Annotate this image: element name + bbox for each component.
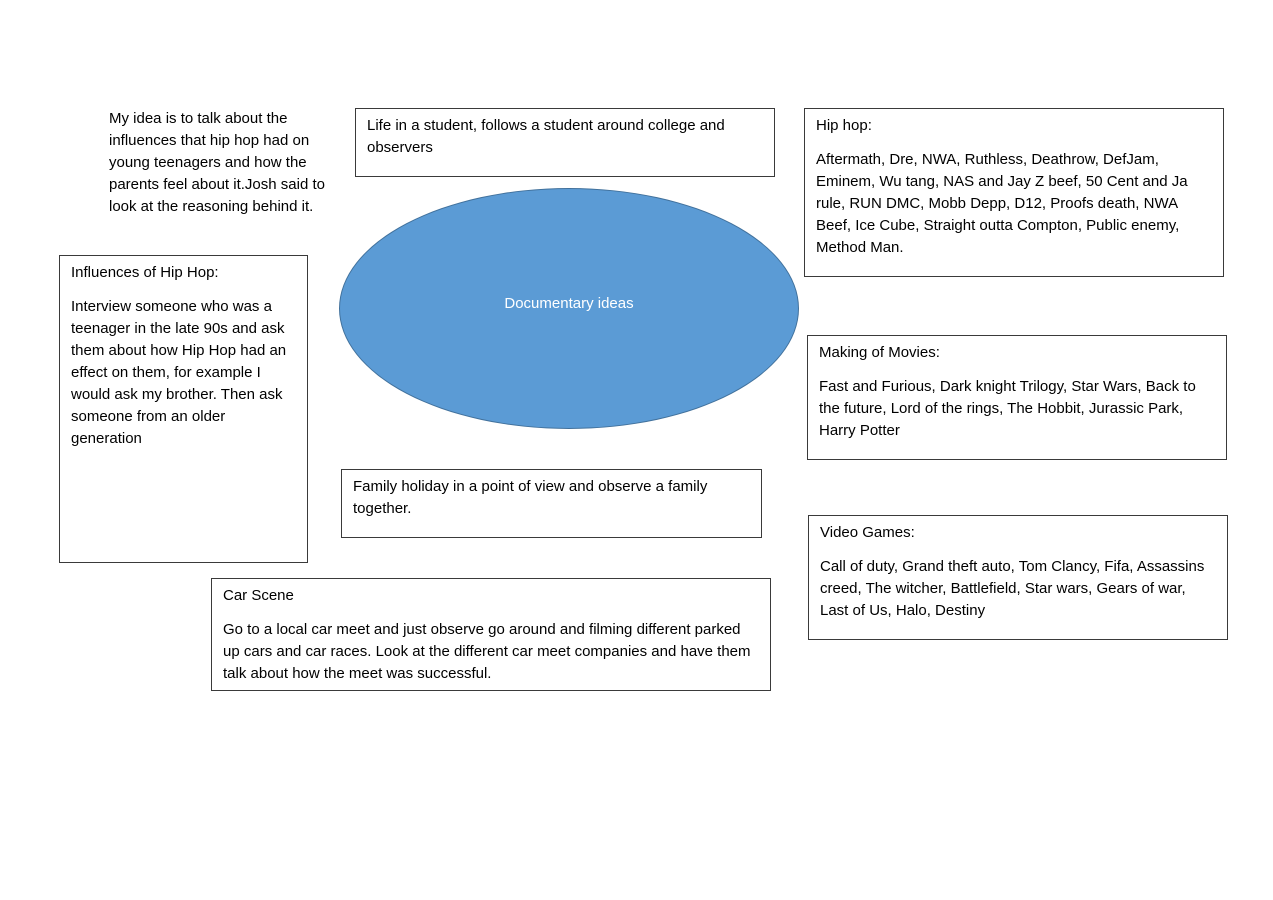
node-influences-body: Interview someone who was a teenager in the late 90s and ask them about how Hip Hop had an effect on them, for example I would ask my brother. Then ask someone from an older generation — [71, 298, 287, 447]
node-car-scene-body: Go to a local car meet and just observe go around and filming different parked up cars and car races. Look at the different car meet companies and have them talk about how the meet was successful. — [223, 621, 751, 682]
node-car-scene[interactable] — [211, 578, 771, 691]
node-family-holiday[interactable] — [341, 469, 762, 538]
node-video-games[interactable] — [808, 515, 1228, 640]
central-topic-label: Documentary ideas — [504, 295, 634, 312]
idea-note — [109, 108, 339, 218]
node-movies-body: Fast and Furious, Dark knight Trilogy, Star Wars, Back to the future, Lord of the rings, The Hobbit, Jurassic Park, Harry Potter — [819, 378, 1196, 439]
node-hip-hop-title: Hip hop: — [816, 117, 872, 134]
node-influences-of-hip-hop[interactable] — [59, 255, 308, 563]
node-hip-hop-body: Aftermath, Dre, NWA, Ruthless, Deathrow, DefJam, Eminem, Wu tang, NAS and Jay Z beef, 50 Cent and Ja rule, RUN DMC, Mobb Depp, D12, Proofs death, NWA Beef, Ice Cube, Straight outta Compton, Public enemy, Method Man. — [816, 151, 1188, 256]
node-student-life[interactable] — [355, 108, 775, 177]
node-student-life-body: Life in a student, follows a student around college and observers — [367, 117, 725, 156]
node-family-holiday-body: Family holiday in a point of view and observe a family together. — [353, 478, 708, 517]
node-making-of-movies[interactable] — [807, 335, 1227, 460]
node-hip-hop[interactable] — [804, 108, 1224, 277]
node-movies-title: Making of Movies: — [819, 344, 940, 361]
idea-note-text: My idea is to talk about the influences that hip hop had on young teenagers and how the parents feel about it.Josh said to look at the reasoning behind it. — [109, 110, 325, 215]
node-influences-title: Influences of Hip Hop: — [71, 264, 219, 281]
node-video-games-title: Video Games: — [820, 524, 915, 541]
node-car-scene-title: Car Scene — [223, 587, 294, 604]
central-topic-ellipse[interactable] — [339, 188, 799, 429]
node-video-games-body: Call of duty, Grand theft auto, Tom Clancy, Fifa, Assassins creed, The witcher, Battlefield, Star wars, Gears of war, Last of Us, Halo, Destiny — [820, 558, 1205, 619]
